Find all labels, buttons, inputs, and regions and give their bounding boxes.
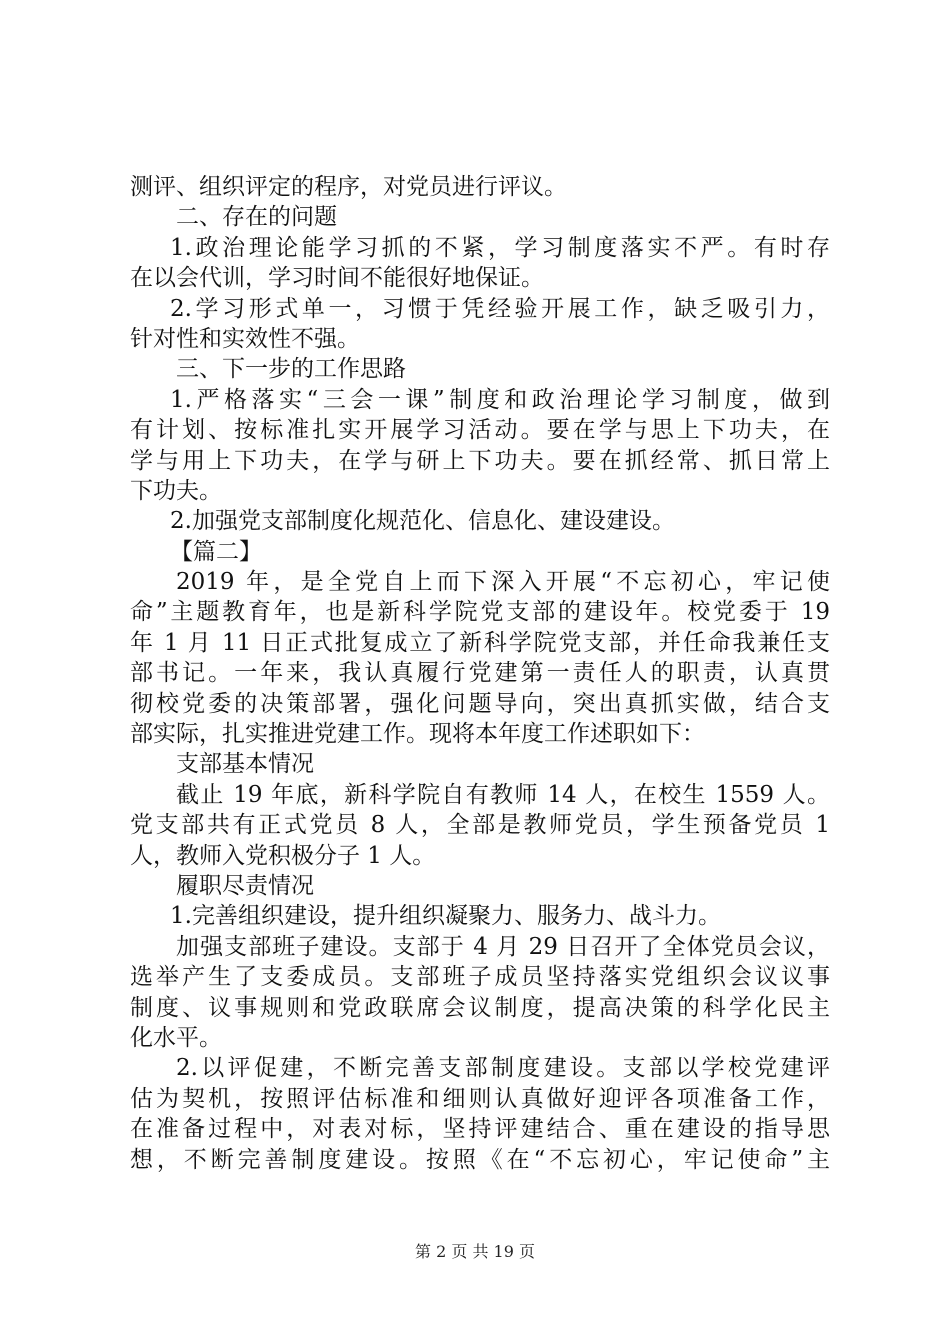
text-line: 学与用上下功夫，在学与研上下功夫。要在抓经常、抓日常上	[130, 447, 830, 474]
text-line: 在准备过程中，对表对标，坚持评建结合、重在建设的指导思	[130, 1116, 830, 1143]
text-line: 化水平。	[130, 1024, 222, 1051]
text-line: 部书记。一年来，我认真履行党建第一责任人的职责，认真贯	[130, 660, 830, 687]
text-line: 2.以评促建，不断完善支部制度建设。支部以学校党建评	[176, 1055, 830, 1082]
text-line: 针对性和实效性不强。	[130, 325, 360, 352]
text-line: 1.严格落实“三会一课”制度和政治理论学习制度，做到	[170, 386, 830, 413]
text-line: 下功夫。	[130, 477, 222, 504]
section-heading: 三、下一步的工作思路	[176, 356, 406, 383]
section-heading: 二、存在的问题	[176, 204, 337, 231]
text-line: 1.政治理论能学习抓的不紧，学习制度落实不严。有时存	[170, 234, 830, 261]
page-number-label: 第 2 页 共 19 页	[415, 1242, 535, 1261]
text-line: 彻校党委的决策部署，强化问题导向，突出真抓实做，结合支	[130, 690, 830, 717]
text-line: 2019 年，是全党自上而下深入开展“不忘初心，牢记使	[176, 569, 830, 596]
text-line: 估为契机，按照评估标准和细则认真做好迎评各项准备工作，	[130, 1085, 830, 1112]
text-line: 2.加强党支部制度化规范化、信息化、建设建设。	[170, 508, 675, 535]
text-line: 2.学习形式单一，习惯于凭经验开展工作，缺乏吸引力，	[170, 295, 830, 322]
text-line: 制度、议事规则和党政联席会议制度，提高决策的科学化民主	[130, 994, 830, 1021]
section-heading: 履职尽责情况	[176, 872, 314, 899]
text-line: 有计划、按标准扎实开展学习活动。要在学与思上下功夫，在	[130, 417, 830, 444]
document-body	[130, 172, 830, 1175]
section-heading: 支部基本情况	[176, 751, 314, 778]
text-line: 想，不断完善制度建设。按照《在“不忘初心，牢记使命”主	[130, 1146, 830, 1173]
page-footer	[0, 1242, 950, 1262]
text-line: 年 1 月 11 日正式批复成立了新科学院党支部，并任命我兼任支	[130, 629, 830, 656]
text-line: 命”主题教育年，也是新科学院党支部的建设年。校党委于 19	[130, 599, 830, 626]
text-line: 1.完善组织建设，提升组织凝聚力、服务力、战斗力。	[170, 903, 721, 930]
text-line: 部实际，扎实推进党建工作。现将本年度工作述职如下：	[130, 721, 705, 748]
text-line: 截止 19 年底，新科学院自有教师 14 人，在校生 1559 人。	[176, 781, 830, 808]
text-line: 人，教师入党积极分子 1 人。	[130, 842, 436, 869]
section-heading: 【篇二】	[170, 538, 262, 565]
text-line: 在以会代训，学习时间不能很好地保证。	[130, 265, 544, 292]
text-line: 党支部共有正式党员 8 人，全部是教师党员，学生预备党员 1	[130, 812, 830, 839]
text-line: 测评、组织评定的程序，对党员进行评议。	[130, 174, 567, 200]
text-line: 选举产生了支委成员。支部班子成员坚持落实党组织会议议事	[130, 964, 830, 991]
text-line: 加强支部班子建设。支部于 4 月 29 日召开了全体党员会议，	[176, 933, 830, 960]
